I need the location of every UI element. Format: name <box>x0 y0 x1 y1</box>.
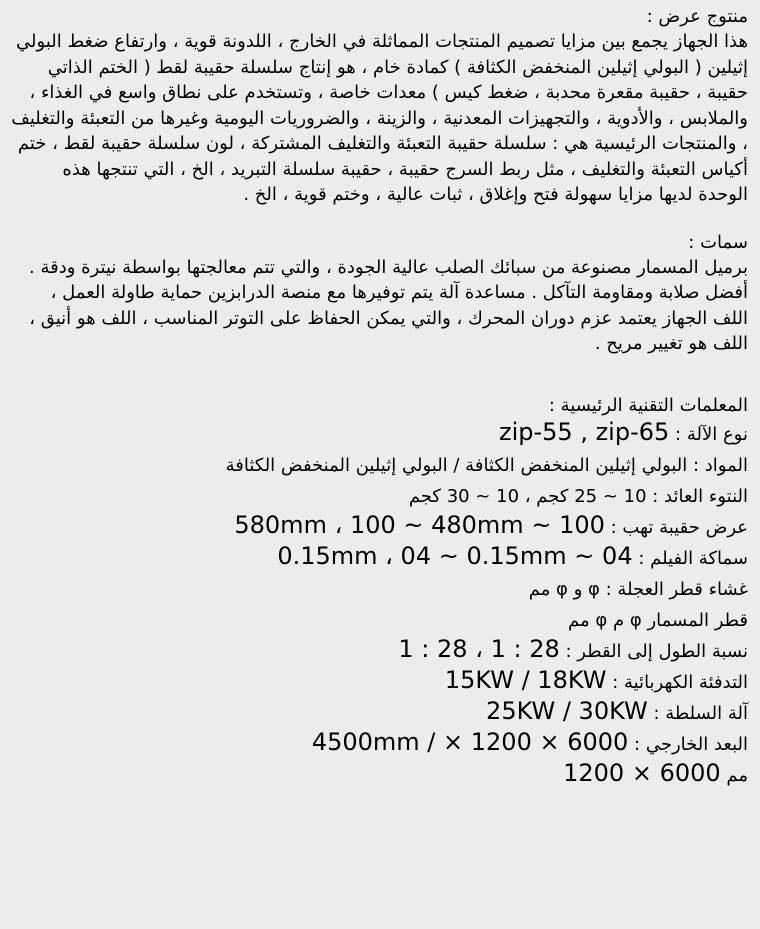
spec-row <box>10 418 748 449</box>
spec-label: سماكة الفيلم : <box>638 547 748 569</box>
spec-value: 04 ~ 0.15mm ، 04 ~ 0.15mm <box>277 541 633 570</box>
spec-value: 6000 × 1200 <box>563 758 721 787</box>
spec-row <box>10 480 748 511</box>
spec-row <box>10 511 748 542</box>
spec-label: عرض حقيبة تهب : <box>610 516 748 538</box>
spec-label: التدفئة الكهربائية : <box>612 671 748 693</box>
spacer <box>10 208 748 230</box>
spec-value: 6000 × 1200 × / 4500mm <box>311 727 629 756</box>
spec-row <box>10 542 748 573</box>
spec-value: 28 : 1 ، 28 : 1 <box>398 634 560 663</box>
spec-row <box>10 604 748 635</box>
spec-row <box>10 728 748 759</box>
specs-heading: المعلمات التقنية الرئيسية : <box>548 394 748 416</box>
spec-label: نوع الآلة : <box>675 423 748 445</box>
spec-row <box>10 573 748 604</box>
product-heading: منتوج عرض : <box>646 6 748 27</box>
spec-value: zip-55 , zip-65 <box>499 417 670 446</box>
spec-label: البعد الخارجي : <box>634 733 748 755</box>
spec-label: غشاء قطر العجلة : φ و φ مم <box>528 578 748 600</box>
spec-row <box>10 666 748 697</box>
spec-row <box>10 449 748 480</box>
spec-label: النتوء العائد : 10 ~ 25 كجم ، 10 ~ 30 كجم <box>408 485 748 507</box>
spec-label: مم <box>726 764 748 786</box>
spec-row <box>10 759 748 790</box>
spec-value: 100 ~ 580mm ، 100 ~ 480mm <box>234 510 605 539</box>
product-description: هذا الجهاز يجمع بين مزايا تصميم المنتجات المماثلة في الخارج ، اللدونة قوية ، وارتفاع ضغط البولي إثيلين ( البولي إثيلين المنخفض الكثافة ) كمادة خام ، هو إنتاج سلسلة حقيبة لقط ( الختم الذاتي حقيبة ، حقيبة مقعرة محدبة ، ضغط كيس ) معدات خاصة ، وتستخدم على نطاق واسع في الغذاء ، والملابس ، والأدوية ، والتجهيزات المعدنية ، والزينة ، والضروريات اليومية وغيرها من التعبئة والتغليف ، والمنتجات الرئيسية هي : سلسلة حقيبة التعبئة والتغليف المشتركة ، لون سلسلة حقيبة لقط ، ختم أكياس التعبئة والتغليف ، مثل ربط السرج حقيبة ، حقيبة سلسلة التبريد ، الخ ، التي تنتجها هذه الوحدة لديها مزايا سهولة فتح وإغلاق ، ثبات عالية ، وختم قوية ، الخ . <box>11 31 748 205</box>
spacer <box>10 357 748 393</box>
spec-value: 15KW / 18KW <box>444 665 607 694</box>
spec-label: المواد : البولي إثيلين المنخفض الكثافة / البولي إثيلين المنخفض الكثافة <box>225 454 748 476</box>
spec-row <box>10 635 748 666</box>
spec-label: آلة السلطة : <box>653 702 748 724</box>
features-description: برميل المسمار مصنوعة من سبائك الصلب عالية الجودة ، والتي تتم معالجتها بواسطة نيترة ودقة . أفضل صلابة ومقاومة التآكل . مساعدة آلة يتم توفيرها مع منصة الدرابزين حماية طاولة العمل ، اللف الجهاز يعتمد عزم دوران المحرك ، والتي يمكن الحفاظ على التوتر المناسب ، اللف هو أنيق ، اللف هو تغيير مريح . <box>29 256 748 354</box>
features-heading: سمات : <box>688 231 748 253</box>
spec-row <box>10 697 748 728</box>
spec-label: نسبة الطول إلى القطر : <box>565 640 748 662</box>
spec-value: 25KW / 30KW <box>486 696 648 725</box>
spec-label: قطر المسمار φ م φ مم <box>568 609 748 631</box>
specs-list <box>10 418 748 790</box>
